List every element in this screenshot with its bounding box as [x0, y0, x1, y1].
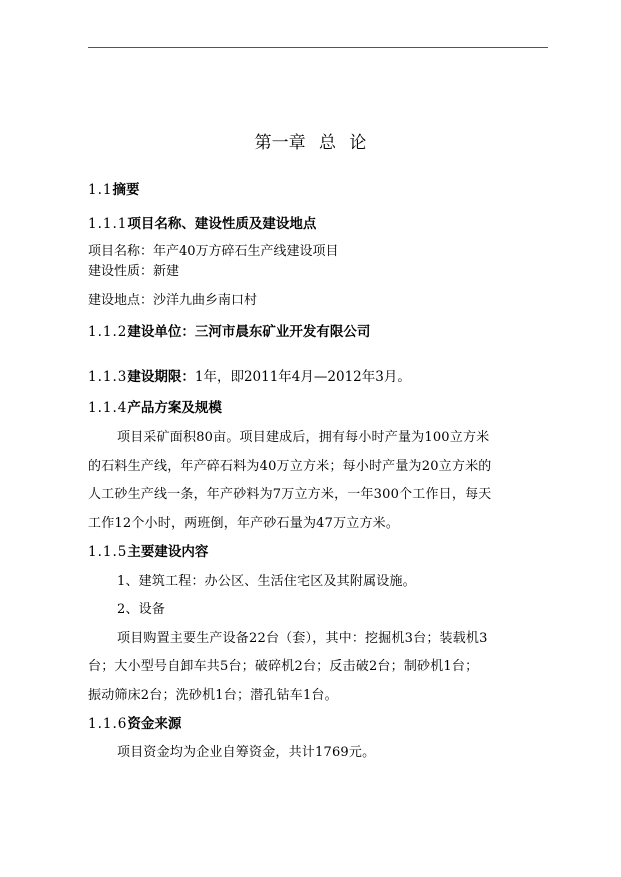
list-item: 1、建筑工程：办公区、生活住宅区及其附属设施。	[117, 574, 416, 589]
chapter-title: 第一章 总 论	[254, 133, 367, 153]
section-title: 主要建设内容	[127, 544, 209, 560]
section-1-1-1-heading	[88, 212, 316, 232]
construction-nature-line: 建设性质：新建	[88, 264, 180, 279]
construction-unit-value: 三河市晨东矿业开发有限公司	[194, 324, 371, 340]
section-number: 1.1.3	[88, 369, 128, 385]
section-number: 1.1.4	[88, 400, 128, 416]
paragraph-line: 项目购置主要生产设备22台（套），其中：挖掘机3台；装载机3	[117, 631, 488, 646]
section-title: 摘要	[112, 182, 140, 198]
list-item: 2、设备	[117, 602, 166, 617]
section-1-1-5-heading	[88, 540, 208, 560]
construction-period-value: 1年，即2011年4月—2012年3月。	[194, 369, 411, 385]
paragraph-line: 振动筛床2台；洗砂机1台；潜孔钻车1台。	[88, 688, 338, 703]
section-title: 项目名称、建设性质及建设地点	[127, 216, 317, 232]
section-number: 1.1	[88, 182, 113, 198]
construction-location-line: 建设地点：沙洋九曲乡南口村	[88, 293, 258, 308]
section-1-1-4-heading	[88, 396, 222, 416]
paragraph-line: 工作12个小时，两班倒，年产砂石量为47万立方米。	[88, 516, 400, 531]
section-1-1-heading	[88, 178, 139, 198]
paragraph-line: 的石料生产线，年产碎石料为40万立方米；每小时产量为20立方米的	[88, 459, 492, 474]
paragraph-line: 人工砂生产线一条，年产砂料为7万立方米，一年300个工作日，每天	[88, 487, 492, 502]
section-title: 建设期限：	[127, 369, 195, 385]
paragraph-line: 台；大小型号自卸车共5台；破碎机2台；反击破2台；制砂机1台；	[88, 659, 479, 674]
header-rule	[88, 47, 548, 48]
paragraph-line: 项目资金均为企业自筹资金，共计1769元。	[117, 745, 376, 760]
section-title: 产品方案及规模	[127, 400, 222, 416]
section-title: 建设单位：	[127, 324, 195, 340]
project-name-line: 项目名称：年产40万方碎石生产线建设项目	[88, 244, 339, 259]
section-number: 1.1.2	[88, 324, 128, 340]
section-number: 1.1.5	[88, 544, 128, 560]
section-title: 资金来源	[127, 716, 182, 732]
section-number: 1.1.1	[88, 216, 128, 232]
section-1-1-2-heading	[88, 320, 370, 340]
section-1-1-6-heading	[88, 712, 181, 732]
section-1-1-3-heading	[88, 365, 411, 385]
paragraph-line: 项目采矿面积80亩。项目建成后，拥有每小时产量为100立方米	[117, 430, 490, 445]
section-number: 1.1.6	[88, 716, 128, 732]
